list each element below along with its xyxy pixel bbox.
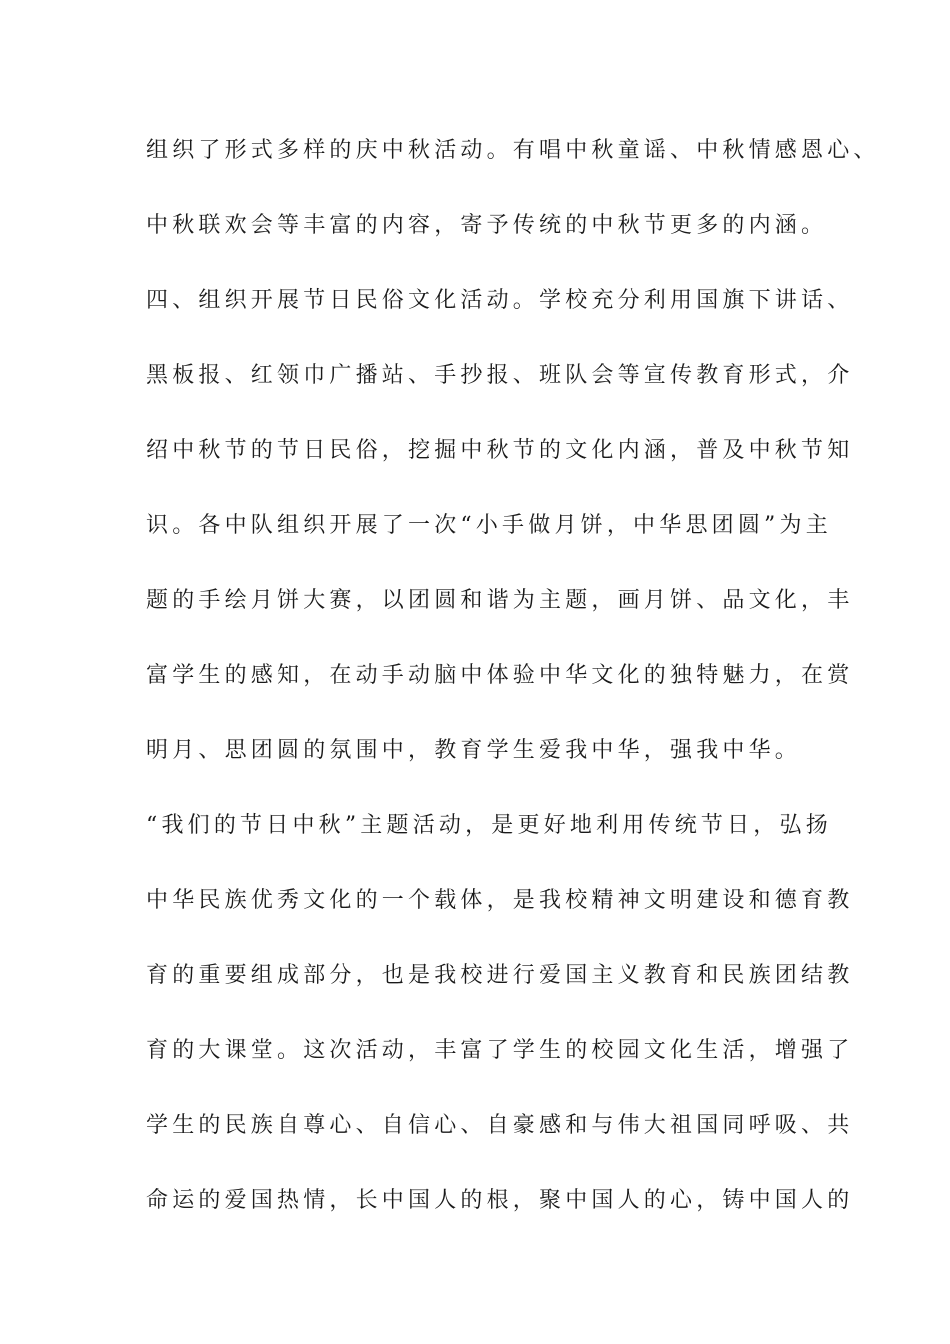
text-line: 组织了形式多样的庆中秋活动。有唱中秋童谣、中秋情感恩心、 <box>146 138 880 163</box>
text-line: 富学生的感知，在动手动脑中体验中华文化的独特魅力，在赏 <box>146 663 854 688</box>
text-line: “我们的节日中秋”主题活动，是更好地利用传统节日，弘扬 <box>146 813 832 838</box>
text-line: 黑板报、红领巾广播站、手抄报、班队会等宣传教育形式，介 <box>146 363 854 388</box>
text-line: 命运的爱国热情，长中国人的根，聚中国人的心，铸中国人的 <box>146 1188 854 1213</box>
text-line: 题的手绘月饼大赛，以团圆和谐为主题，画月饼、品文化，丰 <box>146 588 854 613</box>
text-line: 中秋联欢会等丰富的内容，寄予传统的中秋节更多的内涵。 <box>146 213 828 238</box>
text-line: 学生的民族自尊心、自信心、自豪感和与伟大祖国同呼吸、共 <box>146 1113 854 1138</box>
text-line: 中华民族优秀文化的一个载体，是我校精神文明建设和德育教 <box>146 888 854 913</box>
document-body <box>146 126 880 1251</box>
text-line: 识。各中队组织开展了一次“小手做月饼，中华思团圆”为主 <box>146 513 832 538</box>
text-line: 绍中秋节的节日民俗，挖掘中秋节的文化内涵，普及中秋节知 <box>146 438 854 463</box>
text-line: 明月、思团圆的氛围中，教育学生爱我中华，强我中华。 <box>146 738 802 763</box>
text-line: 育的大课堂。这次活动，丰富了学生的校园文化生活，增强了 <box>146 1038 854 1063</box>
text-line: 四、组织开展节日民俗文化活动。学校充分利用国旗下讲话、 <box>146 288 854 313</box>
text-line: 育的重要组成部分，也是我校进行爱国主义教育和民族团结教 <box>146 963 854 988</box>
